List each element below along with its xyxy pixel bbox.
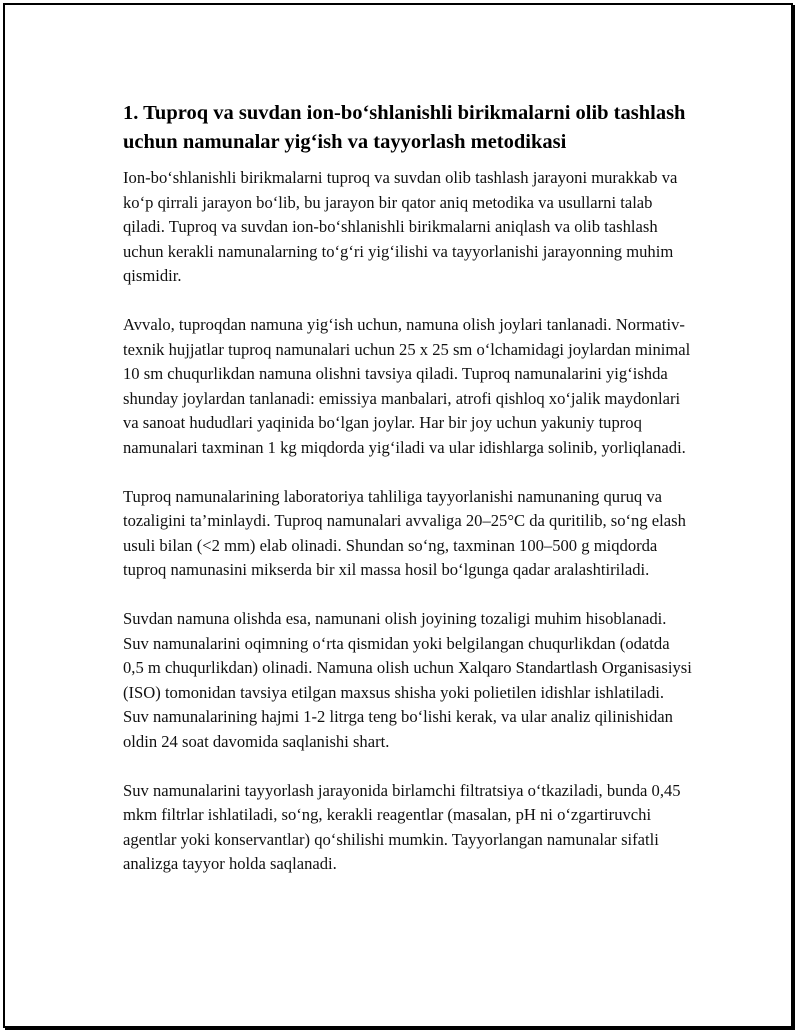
paragraph-water-sampling: Suvdan namuna olishda esa, namunani olish joyining tozaligi muhim hisoblanadi. Suv namunalarini oqimning o‘rta qismidan yoki belgilangan chuqurlikdan (odatda 0,5 m chuqurlikdan) olinadi. Namuna olish uchun Xalqaro Standartlash Organisasiysi (ISO) tomonidan tavsiya etilgan maxsus shisha yoki polietilen idishlar ishlatiladi. Suv namunalarining hajmi 1-2 litrga teng bo‘lishi kerak, va ular analiz qilinishidan oldin 24 soat davomida saqlanishi shart. (123, 609, 692, 751)
page-frame (3, 3, 793, 1028)
section-heading: 1. Tuproq va suvdan ion-bo‘shlanishli birikmalarni olib tashlash uchun namunalar yig‘ish va tayyorlash metodikasi (123, 102, 686, 153)
paragraph-intro: Ion-bo‘shlanishli birikmalarni tuproq va suvdan olib tashlash jarayoni murakkab va ko‘p qirrali jarayon bo‘lib, bu jarayon bir qator aniq metodika va usullarni talab qiladi. Tuproq va suvdan ion-bo‘shlanishli birikmalarni aniqlash va olib tashlash uchun kerakli namunalarning to‘g‘ri yig‘ilishi va tayyorlanishi jarayonning muhim qismidir. (123, 168, 678, 285)
paragraph-soil-preparation: Tuproq namunalarining laboratoriya tahliliga tayyorlanishi namunaning quruq va tozaligini ta’minlaydi. Tuproq namunalari avvaliga 20–25°C da quritilib, so‘ng elash usuli bilan (<2 mm) elab olinadi. Shundan so‘ng, taxminan 100–500 g miqdorda tuproq namunasini mikserda bir xil massa hosil bo‘lgunga qadar aralashtiriladi. (123, 486, 686, 579)
document-body (123, 99, 693, 901)
paragraph-water-preparation: Suv namunalarini tayyorlash jarayonida birlamchi filtratsiya o‘tkaziladi, bunda 0,45 mkm filtrlar ishlatiladi, so‘ng, kerakli reagentlar (masalan, pH ni o‘zgartiruvchi agentlar yoki konservantlar) qo‘shilishi mumkin. Tayyorlangan namunalar sifatli analizga tayyor holda saqlanadi. (123, 780, 681, 873)
paragraph-soil-sampling: Avvalo, tuproqdan namuna yig‘ish uchun, namuna olish joylari tanlanadi. Normativ-texnik hujjatlar tuproq namunalari uchun 25 x 25 sm o‘lchamidagi joylardan minimal 10 sm chuqurlikdan namuna olishni tavsiya qiladi. Tuproq namunalarini yig‘ishda shunday joylardan tanlanadi: emissiya manbalari, atrofi qishloq xo‘jalik maydonlari va sanoat hududlari yaqinida bo‘lgan joylar. Har bir joy uchun yakuniy tuproq namunalari taxminan 1 kg miqdorda yig‘iladi va ular idishlarga solinib, yorliqlanadi. (123, 315, 691, 457)
